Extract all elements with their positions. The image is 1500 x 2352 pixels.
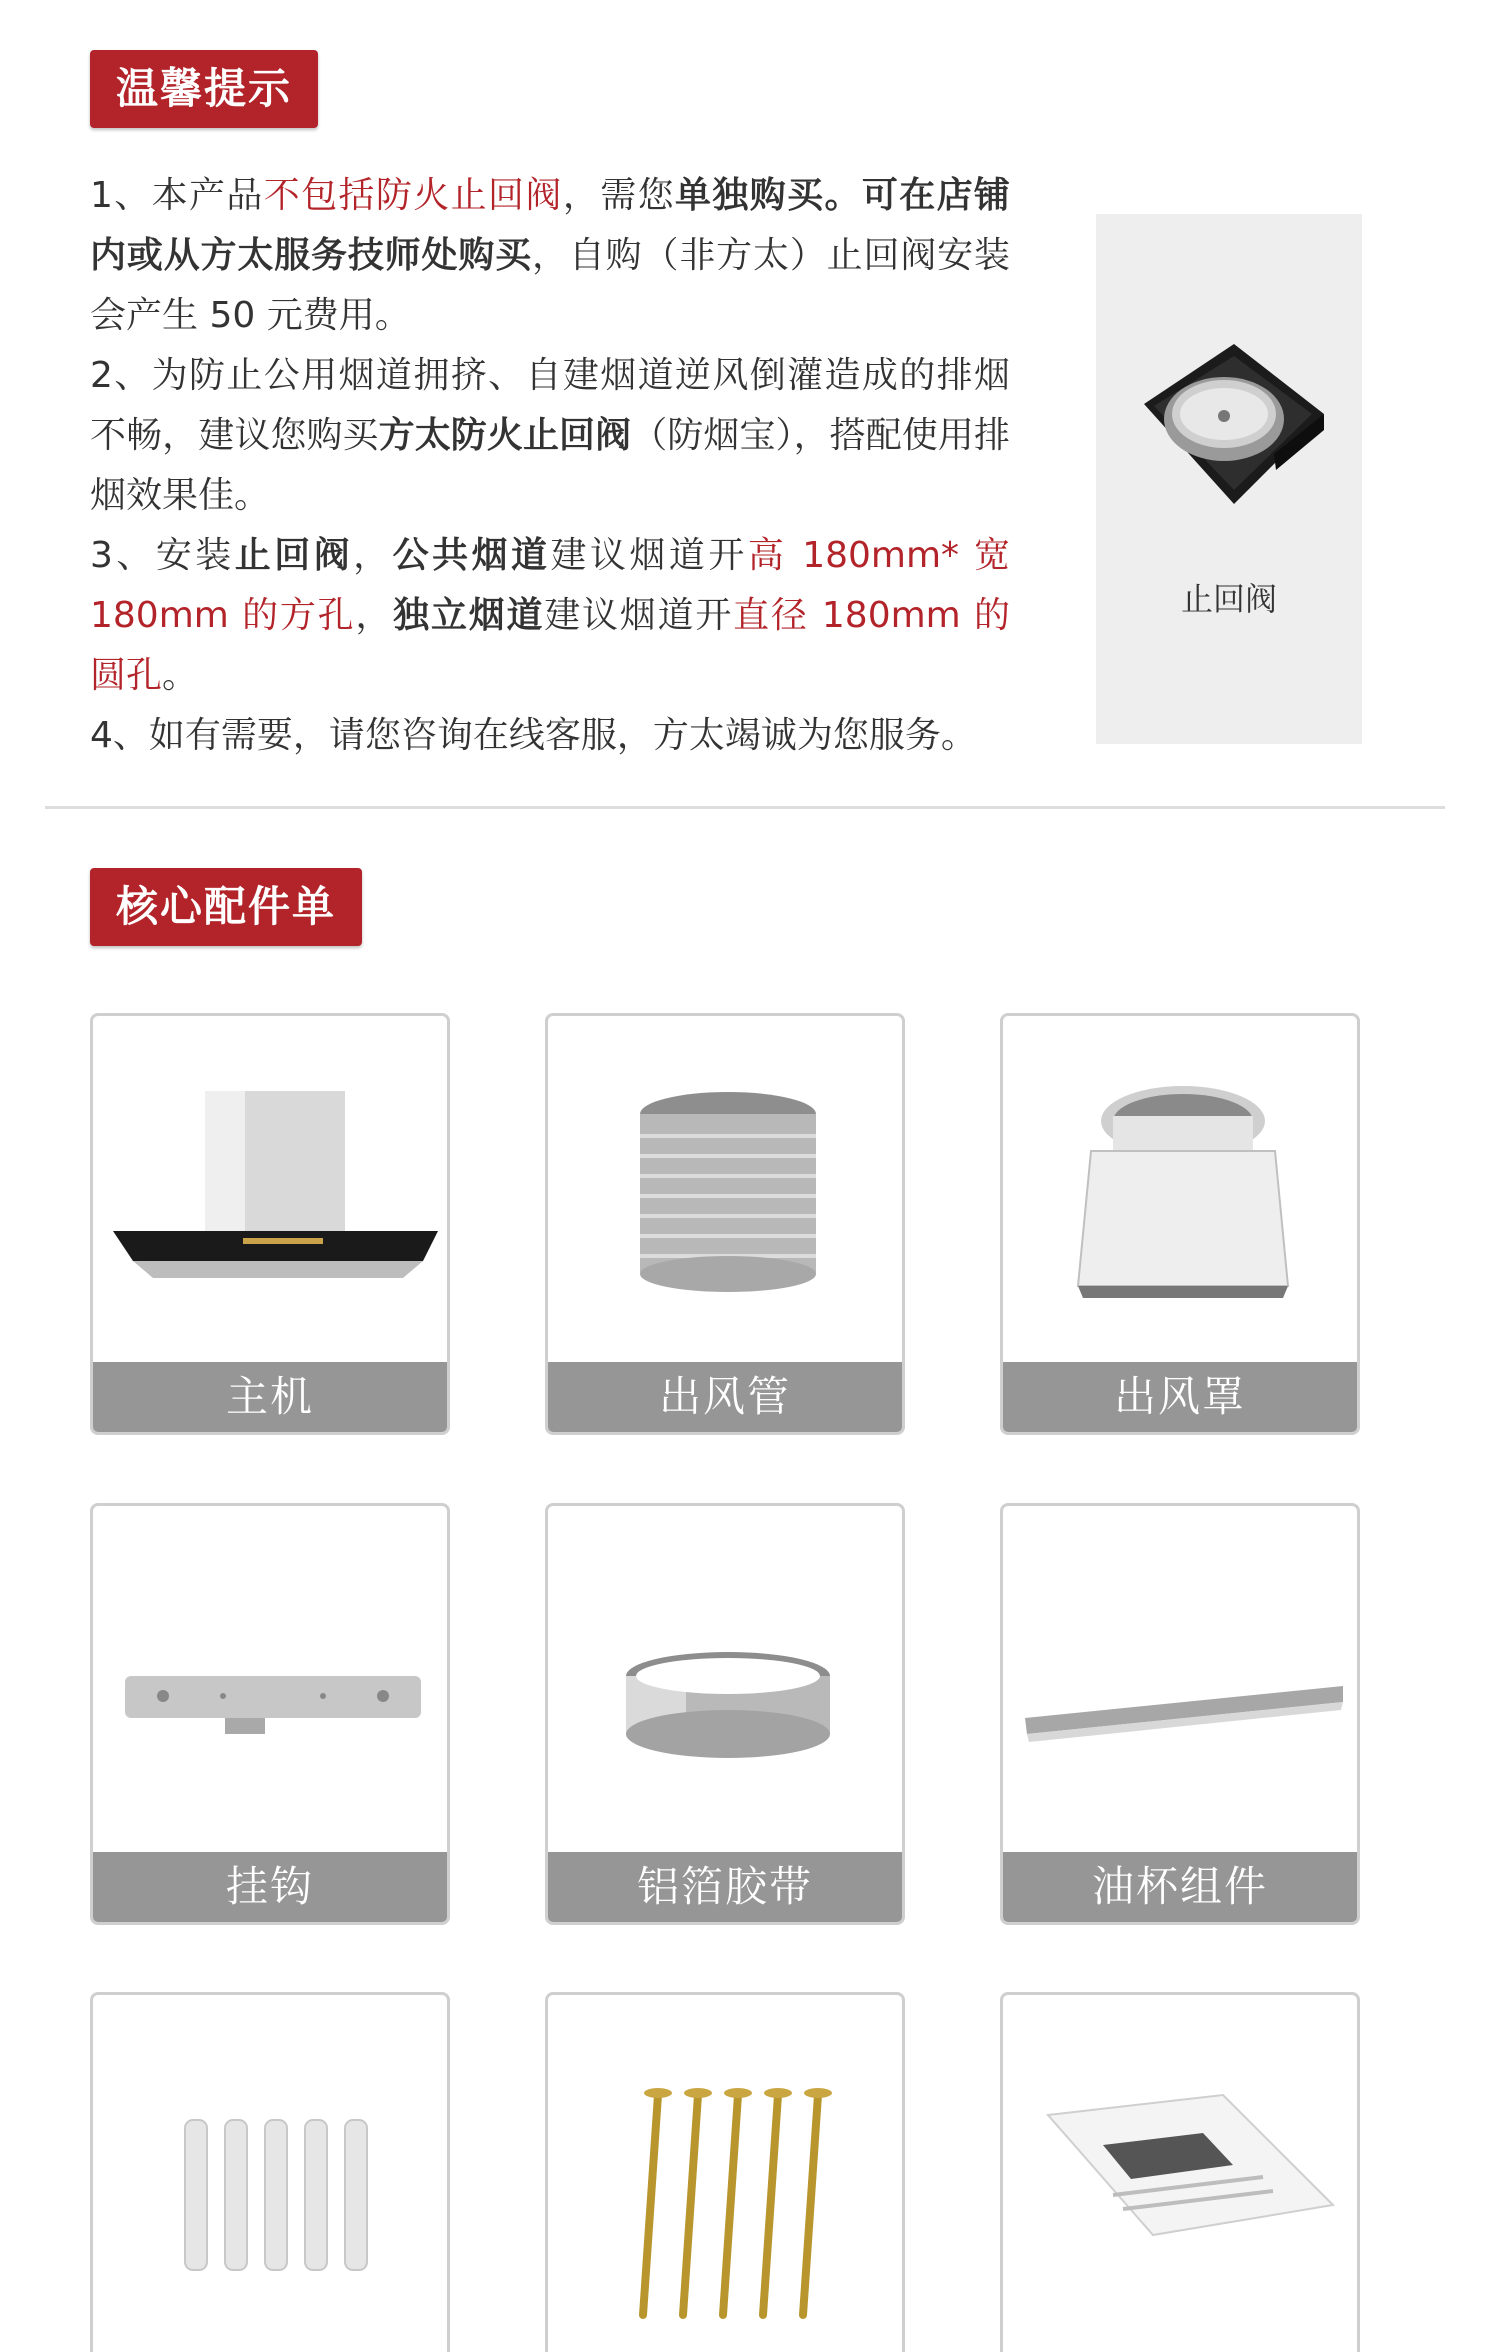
part-card-wall-anchors bbox=[90, 1992, 450, 2352]
outlet-hood-icon bbox=[1003, 1016, 1360, 1366]
foil-tape-icon bbox=[548, 1506, 905, 1856]
part-card-main-unit bbox=[90, 1013, 450, 1435]
screws-icon bbox=[548, 1995, 905, 2325]
flexible-duct-icon bbox=[548, 1016, 905, 1366]
part-card-outlet-hood bbox=[1000, 1013, 1360, 1435]
part-card-duct bbox=[545, 1013, 905, 1435]
part-label: 出风管 bbox=[548, 1362, 902, 1432]
manual-icon bbox=[1003, 1995, 1360, 2325]
part-card-screws bbox=[545, 1992, 905, 2352]
tip-2: 2、为防止公用烟道拥挤、自建烟道逆风倒灌造成的排烟不畅，建议您购买方太防火止回阀（防烟宝），搭配使用排烟效果佳。 bbox=[90, 355, 1010, 516]
tip-1: 1、本产品不包括防火止回阀，需您单独购买。可在店铺内或从方太服务技师处购买，自购（非方太）止回阀安装会产生 50 元费用。 bbox=[90, 175, 1010, 336]
wall-anchors-icon bbox=[93, 1995, 450, 2325]
part-label: 出风罩 bbox=[1003, 1362, 1357, 1432]
part-label: 油杯组件 bbox=[1003, 1852, 1357, 1922]
mounting-hook-icon bbox=[93, 1506, 450, 1856]
range-hood-icon bbox=[93, 1016, 450, 1366]
part-label: 铝箔胶带 bbox=[548, 1852, 902, 1922]
parts-heading: 核心配件单 bbox=[90, 868, 362, 946]
part-label: 挂钩 bbox=[93, 1852, 447, 1922]
check-valve-card bbox=[1096, 214, 1362, 744]
part-card-hook bbox=[90, 1503, 450, 1925]
tips-text bbox=[90, 166, 1010, 766]
part-card-oil-cup bbox=[1000, 1503, 1360, 1925]
part-card-manual bbox=[1000, 1992, 1360, 2352]
tip-4: 4、如有需要，请您咨询在线客服，方太竭诚为您服务。 bbox=[90, 715, 977, 756]
oil-cup-icon bbox=[1003, 1506, 1360, 1856]
tips-heading: 温馨提示 bbox=[90, 50, 318, 128]
section-divider bbox=[45, 806, 1445, 809]
part-card-foil-tape bbox=[545, 1503, 905, 1925]
check-valve-icon bbox=[1124, 334, 1334, 534]
tip-3: 3、安装止回阀，公共烟道建议烟道开高 180mm* 宽 180mm 的方孔，独立烟道建议烟道开直径 180mm 的圆孔。 bbox=[90, 535, 1010, 696]
part-label: 主机 bbox=[93, 1362, 447, 1432]
check-valve-label: 止回阀 bbox=[1180, 580, 1277, 618]
